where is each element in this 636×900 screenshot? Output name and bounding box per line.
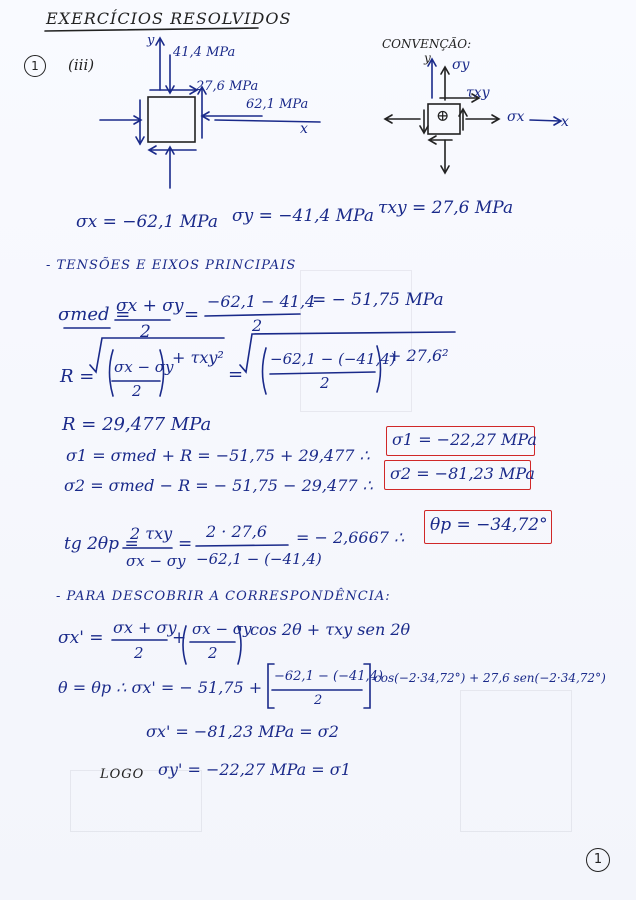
transform-num1: σx + σy (113, 618, 177, 637)
sigma-x-prime-result: σx' = −81,23 MPa = σ2 (146, 722, 339, 741)
smed-den2: 2 (252, 316, 263, 335)
tg-den: σx − σy (126, 552, 186, 570)
theta-sub-lhs: θ = θp ∴ σx' = − 51,75 + (58, 678, 263, 697)
item-number: 1 (24, 55, 46, 77)
transform-num2: σx − σy (192, 620, 252, 638)
transform-rest: cos 2θ + τxy sen 2θ (250, 620, 411, 639)
transform-den2: 2 (208, 644, 218, 662)
tg-num: 2 τxy (130, 524, 173, 543)
r-inner2-num: −62,1 − (−41,4) (270, 350, 396, 368)
right-stress-label: 62,1 MPa (246, 97, 309, 112)
convention-title: CONVENÇÃO: (382, 37, 472, 51)
smed-eq: = (184, 304, 200, 325)
smed-result: = − 51,75 MPa (312, 290, 444, 310)
sigma-y-value: σy = −41,4 MPa (232, 206, 374, 226)
transform-lhs: σx' = (58, 628, 104, 648)
tg-den2: −62,1 − (−41,4) (196, 550, 322, 568)
conv-sigma-x: σx (507, 109, 525, 125)
r-plus: + 27,6² (388, 346, 449, 365)
bracket-den: 2 (314, 693, 323, 708)
sigma-x-value: σx = −62,1 MPa (76, 212, 218, 232)
sigma-y-prime-result: σy' = −22,27 MPa = σ1 (158, 760, 351, 779)
transform-plus: + (172, 628, 187, 648)
shear-stress-label: 27,6 MPa (196, 79, 259, 94)
theta-p-result: θp = −34,72° (430, 515, 548, 535)
smed-lhs: σmed = (58, 304, 131, 325)
header-title: EXERCÍCIOS RESOLVIDOS (46, 9, 292, 28)
r-inner1-num: σx − σy (114, 358, 174, 376)
transform-den1: 2 (134, 644, 144, 662)
tg-result: = − 2,6667 ∴ (296, 528, 405, 547)
sigma2-lhs: σ2 = σmed − R = − 51,75 − 29,477 ∴ (64, 476, 373, 495)
tg-lhs: tg 2θp = (64, 534, 139, 554)
sigma2-result: σ2 = −81,23 MPa (390, 464, 535, 483)
y-axis-label: y (147, 33, 155, 48)
r-eq: = (228, 364, 244, 385)
transform-tail: cos(−2·34,72°) + 27,6 sen(−2·34,72°) (374, 671, 606, 685)
smed-num2: −62,1 − 41,4 (207, 292, 316, 311)
r-inner1-den: 2 (132, 382, 142, 400)
bracket-num: −62,1 − (−41,4) (274, 669, 383, 684)
x-axis-label: x (300, 121, 308, 137)
section-principal-title: - TENSÕES E EIXOS PRINCIPAIS (46, 258, 297, 273)
section-correspondence-title: - PARA DESCOBRIR A CORRESPONDÊNCIA: (56, 589, 391, 604)
tg-eq: = (178, 534, 193, 554)
conv-tau-xy: τxy (466, 85, 490, 101)
item-label: (iii) (68, 56, 95, 74)
conv-sigma-y: σy (452, 57, 470, 73)
tau-xy-value: τxy = 27,6 MPa (378, 198, 514, 218)
sigma1-lhs: σ1 = σmed + R = −51,75 + 29,477 ∴ (66, 446, 370, 465)
smed-frac-den: 2 (140, 322, 151, 342)
tg-num2: 2 · 27,6 (206, 522, 268, 541)
r-inner2-den: 2 (320, 374, 330, 392)
r-value: R = 29,477 MPa (62, 414, 212, 435)
r-tau: + τxy² (172, 348, 224, 367)
smed-frac-num: σx + σy (116, 296, 184, 316)
sigma1-result: σ1 = −22,27 MPa (392, 430, 537, 449)
page-number: 1 (586, 848, 610, 872)
top-stress-label: 41,4 MPa (173, 45, 236, 60)
conv-x-axis: x (561, 114, 569, 130)
logo-word: LOGO (100, 767, 145, 782)
r-lhs: R = (60, 366, 95, 387)
conv-y-axis: y (424, 51, 431, 65)
plus-sign-icon: ⊕ (436, 106, 450, 125)
